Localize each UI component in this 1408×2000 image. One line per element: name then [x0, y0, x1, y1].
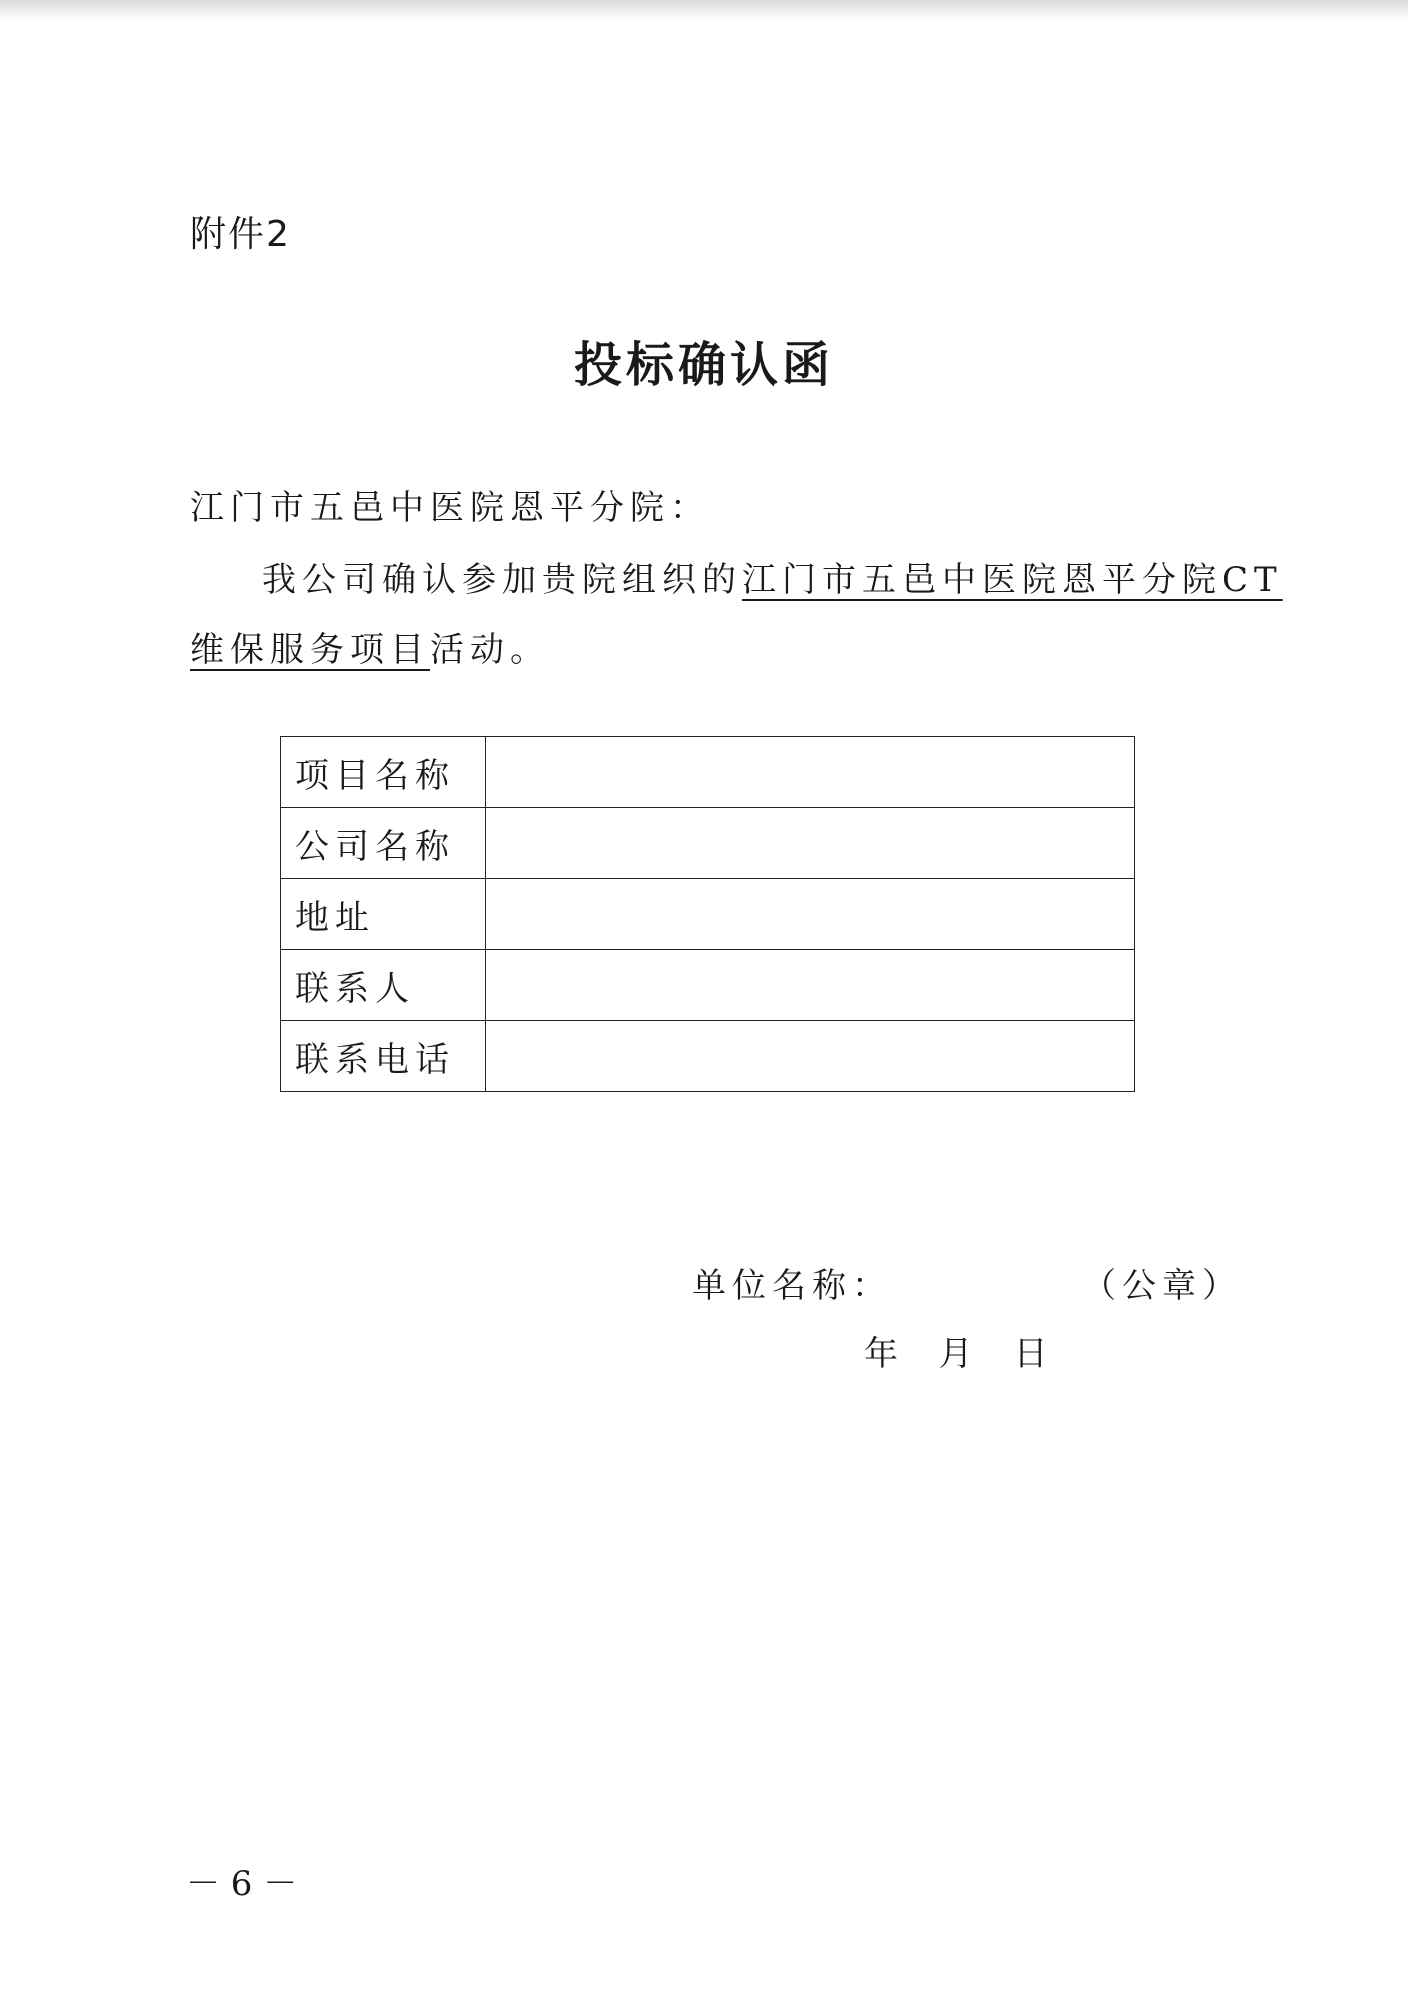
table-field-project-name[interactable] [485, 737, 1134, 808]
table-row [281, 879, 1135, 950]
body-text-suffix: 活动。 [430, 630, 550, 670]
scan-edge-shadow [0, 0, 1408, 20]
date-line: 年 月 日 [864, 1334, 1048, 1374]
salutation: 江门市五邑中医院恩平分院： [190, 488, 710, 528]
page-number: － 6 － [186, 1864, 298, 1904]
table-label-contact-phone: 联系电话 [281, 1021, 486, 1092]
table-label-address: 地址 [281, 879, 486, 950]
bidder-info-table [280, 736, 1135, 1092]
official-seal-label: （公章） [1082, 1266, 1242, 1306]
table-field-company-name[interactable] [485, 808, 1134, 879]
body-text-prefix: 我公司确认参加贵院组织的 [262, 560, 742, 600]
unit-name-label: 单位名称： [692, 1266, 892, 1306]
table-row [281, 808, 1135, 879]
body-paragraph-line-2 [190, 622, 550, 671]
table-label-contact-person: 联系人 [281, 950, 486, 1021]
table-label-project-name: 项目名称 [281, 737, 486, 808]
table-label-company-name: 公司名称 [281, 808, 486, 879]
body-paragraph-line-1 [262, 552, 1283, 601]
document-title: 投标确认函 [573, 337, 834, 393]
table-field-address[interactable] [485, 879, 1134, 950]
table-field-contact-person[interactable] [485, 950, 1134, 1021]
table-row [281, 737, 1135, 808]
project-name-underlined-part-1: 江门市五邑中医院恩平分院CT [742, 560, 1283, 600]
table-row [281, 950, 1135, 1021]
table-field-contact-phone[interactable] [485, 1021, 1134, 1092]
table-row [281, 1021, 1135, 1092]
project-name-underlined-part-2: 维保服务项目 [190, 630, 430, 670]
attachment-label: 附件2 [190, 214, 291, 255]
